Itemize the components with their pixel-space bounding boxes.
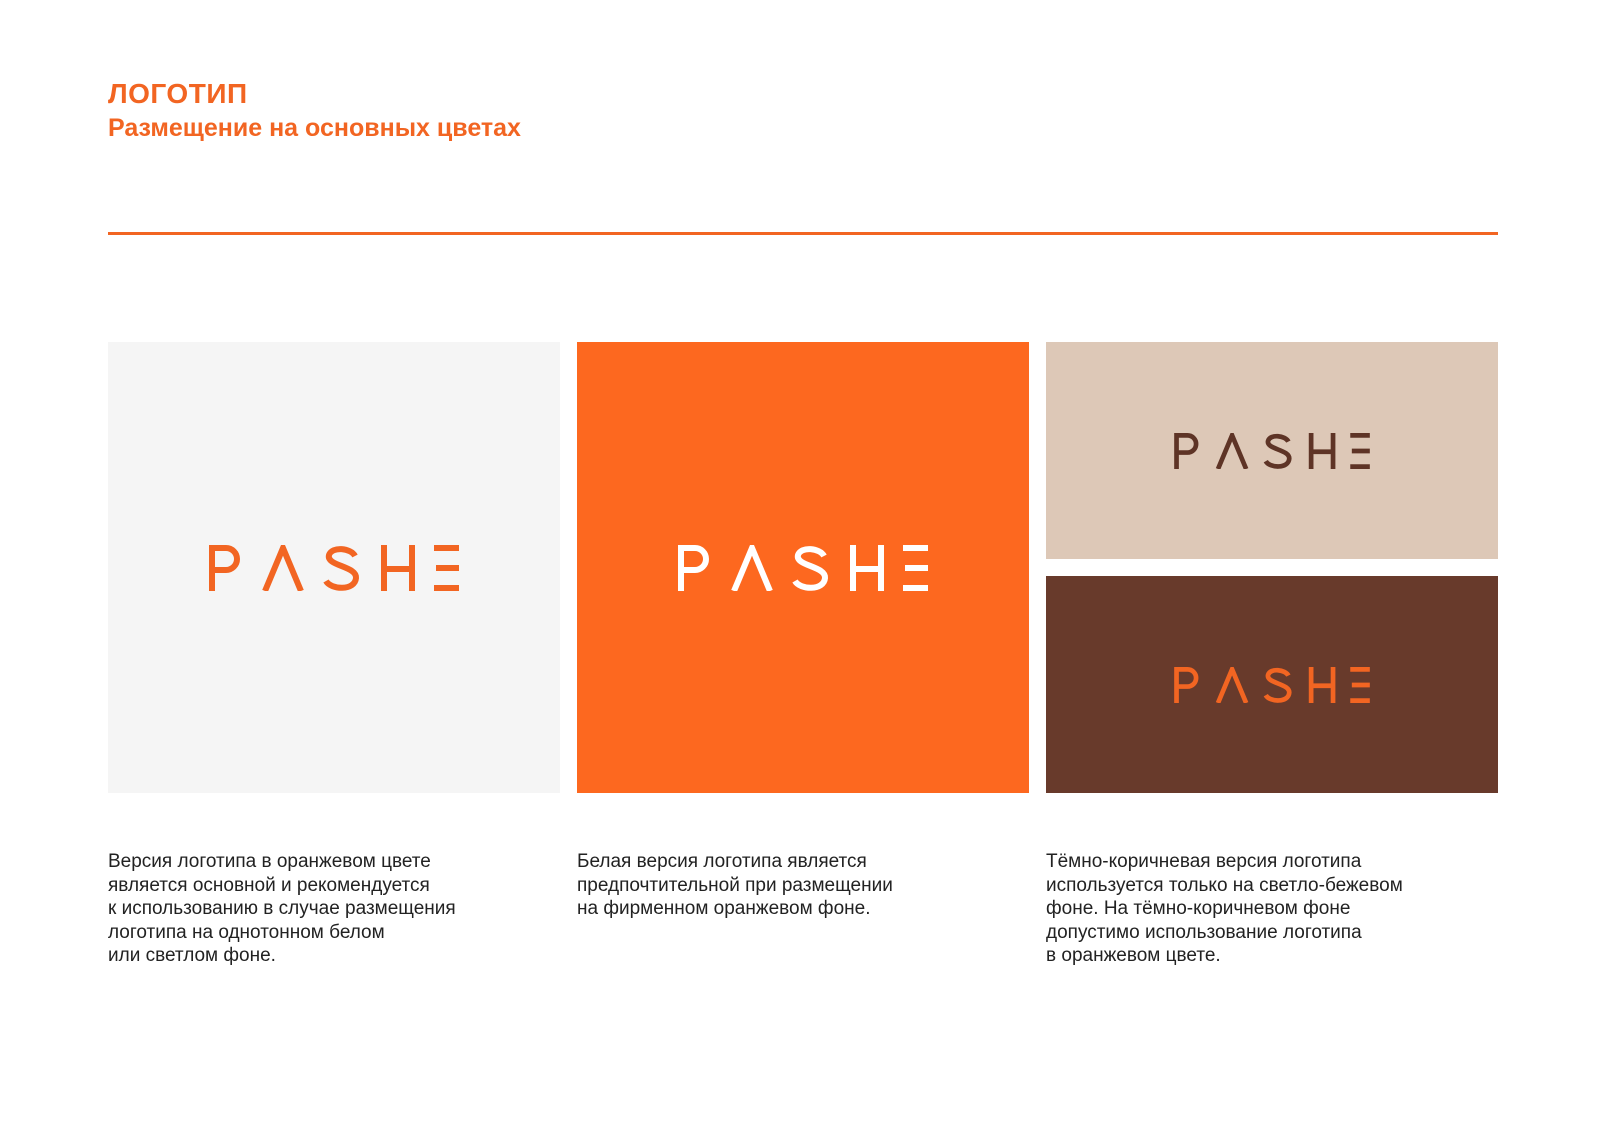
description-line: или светлом фоне.	[108, 945, 276, 966]
description-line: Белая версия логотипа является	[577, 851, 867, 872]
orange-panel	[577, 342, 1029, 793]
description-orange-logo	[108, 850, 528, 968]
letter-s	[1266, 670, 1289, 700]
pashe-wordmark	[1172, 433, 1372, 469]
letter-e	[1350, 435, 1370, 466]
description-white-logo	[577, 850, 997, 921]
light-panel	[108, 342, 560, 793]
pashe-wordmark	[208, 545, 460, 591]
description-line: предпочтительной при размещении	[577, 874, 893, 896]
letter-e	[434, 548, 459, 588]
description-line: допустимо использование логотипа	[1046, 921, 1362, 943]
pashe-wordmark	[1172, 667, 1372, 703]
letter-a	[265, 548, 301, 591]
pashe-wordmark	[677, 545, 929, 591]
description-line: логотипа на однотонном белом	[108, 921, 385, 943]
letter-e	[1350, 669, 1370, 700]
description-line: является основной и рекомендуется	[108, 874, 430, 896]
letter-h	[384, 545, 412, 591]
letter-h	[853, 545, 881, 591]
letter-p	[1177, 669, 1197, 703]
letter-a	[1218, 435, 1246, 469]
logo	[108, 545, 560, 591]
logo	[577, 545, 1029, 591]
letter-a	[734, 548, 770, 591]
letter-s	[326, 549, 356, 588]
letter-h	[1311, 667, 1333, 703]
letter-s	[795, 549, 825, 588]
description-line: фоне. На тёмно-коричневом фоне	[1046, 898, 1351, 919]
header-divider	[108, 232, 1498, 235]
description-brown-logo	[1046, 850, 1466, 968]
beige-panel	[1046, 342, 1498, 559]
letter-e	[903, 548, 928, 588]
description-line: Версия логотипа в оранжевом цвете	[108, 851, 431, 872]
letter-a	[1218, 669, 1246, 703]
page-title: ЛОГОТИП	[108, 78, 248, 109]
letter-p	[212, 548, 237, 591]
letter-h	[1311, 433, 1333, 469]
description-line: к использованию в случае размещения	[108, 898, 456, 919]
description-line: в оранжевом цвете.	[1046, 945, 1221, 966]
description-line: на фирменном оранжевом фоне.	[577, 898, 871, 919]
description-line: Тёмно-коричневая версия логотипа	[1046, 851, 1362, 872]
letter-p	[1177, 435, 1197, 469]
logo	[1046, 433, 1498, 469]
brown-panel	[1046, 576, 1498, 793]
letter-p	[681, 548, 706, 591]
description-line: используется только на светло-бежевом	[1046, 874, 1403, 896]
page-subtitle: Размещение на основных цветах	[108, 114, 521, 142]
logo	[1046, 667, 1498, 703]
letter-s	[1266, 436, 1289, 466]
